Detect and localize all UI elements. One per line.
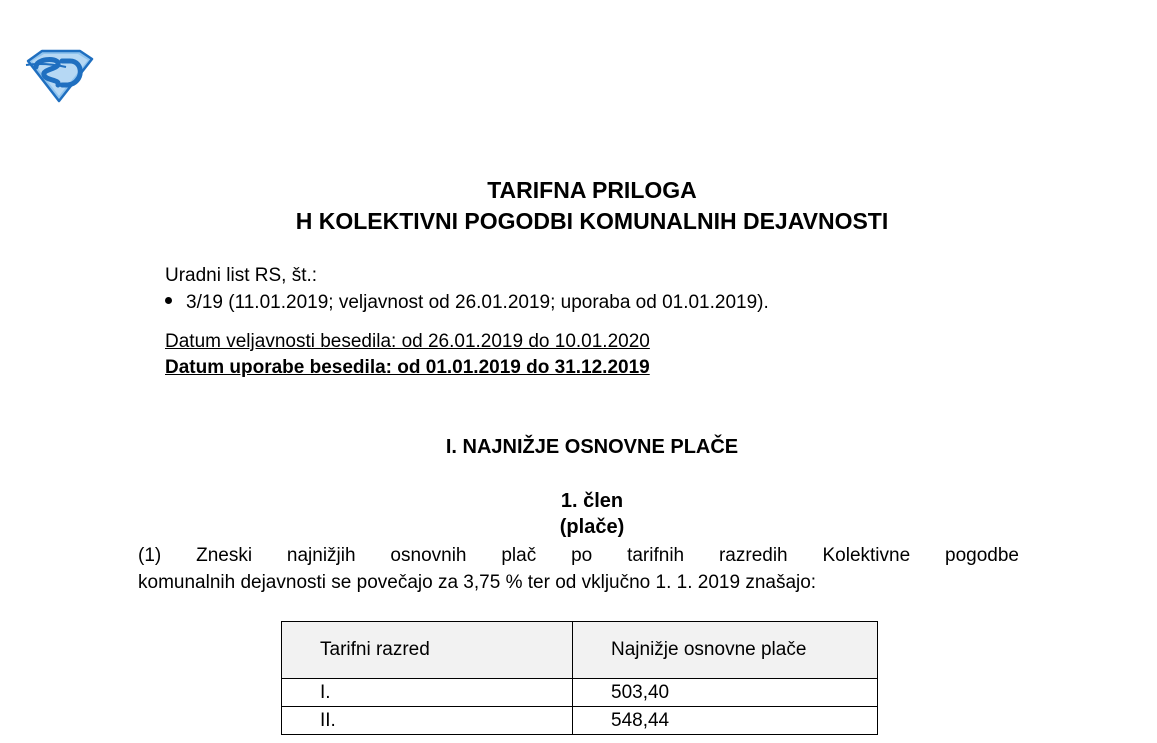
cell-placa: 503,40 bbox=[573, 679, 878, 707]
cell-razred: I. bbox=[282, 679, 573, 707]
uradni-list-label: Uradni list RS, št.: bbox=[165, 265, 318, 286]
bullet-icon bbox=[165, 297, 172, 304]
cell-placa: 548,44 bbox=[573, 707, 878, 735]
cell-razred: II. bbox=[282, 707, 573, 735]
bullet-item-text: 3/19 (11.01.2019; veljavnost od 26.01.2019; uporaba od 01.01.2019). bbox=[186, 292, 769, 313]
article-paragraph bbox=[138, 542, 1019, 596]
table-header-row bbox=[282, 622, 878, 679]
section-heading: I. NAJNIŽJE OSNOVNE PLAČE bbox=[445, 436, 739, 458]
company-logo bbox=[22, 47, 96, 103]
paragraph-line2: komunalnih dejavnosti se povečajo za 3,75 % ter od vključno 1. 1. 2019 znašajo: bbox=[138, 572, 817, 593]
document-title-line1: TARIFNA PRILOGA bbox=[487, 177, 697, 203]
column-header-razred: Tarifni razred bbox=[282, 622, 573, 679]
article-number: 1. člen bbox=[560, 490, 624, 512]
document-title-line2: H KOLEKTIVNI POGODBI KOMUNALNIH DEJAVNOSTI bbox=[295, 208, 889, 234]
tariff-table bbox=[281, 621, 878, 735]
datum-uporabe: Datum uporabe besedila: od 01.01.2019 do 31.12.2019 bbox=[165, 357, 650, 378]
list-item bbox=[165, 291, 769, 315]
column-header-placa: Najnižje osnovne plače bbox=[573, 622, 878, 679]
datum-veljavnosti: Datum veljavnosti besedila: od 26.01.2019 do 10.01.2020 bbox=[165, 331, 650, 352]
paragraph-line1: (1) Zneski najnižjih osnovnih plač po tarifnih razredih Kolektivne pogodbe bbox=[138, 545, 1019, 566]
shield-logo-icon bbox=[22, 47, 96, 103]
article-title: (plače) bbox=[559, 516, 625, 538]
table-row bbox=[282, 707, 878, 735]
table-row bbox=[282, 679, 878, 707]
